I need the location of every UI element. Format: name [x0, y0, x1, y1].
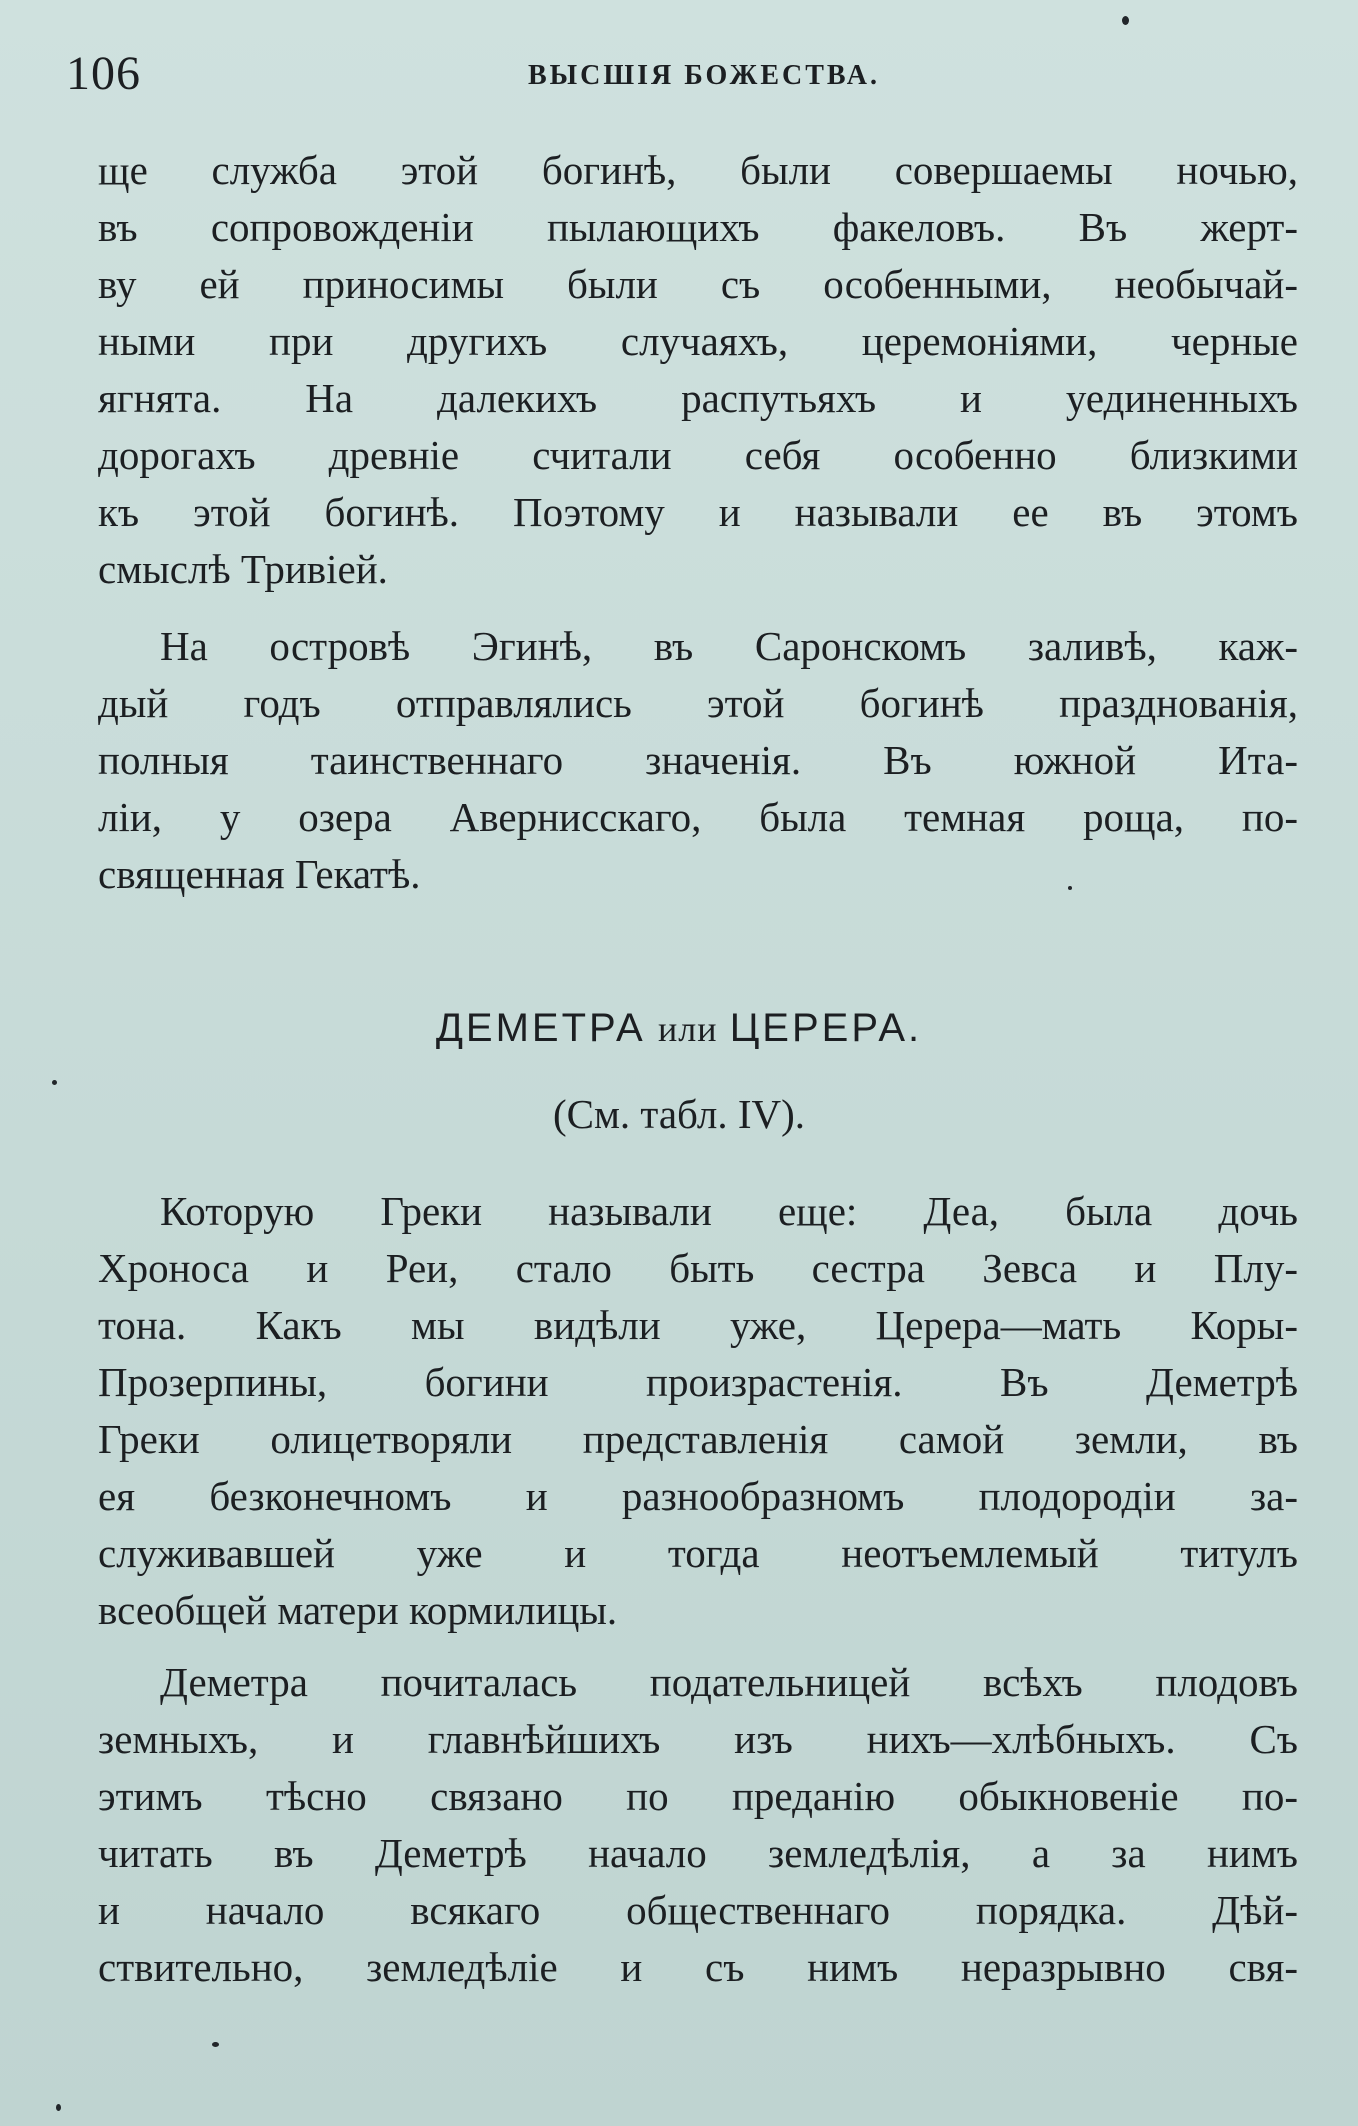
text-line: полныя таинственнаго значенія. Въ южной Ита-: [98, 737, 1298, 783]
text-line: ще служба этой богинѣ, были совершаемы ночью,: [98, 147, 1298, 193]
text-line: Хроноса и Реи, стало быть сестра Зевса и Плу-: [98, 1245, 1298, 1291]
text-line: ея безконечномъ и разнообразномъ плодородіи за-: [98, 1473, 1298, 1519]
text-line: ягнята. На далекихъ распутьяхъ и уединенныхъ: [98, 375, 1298, 421]
running-head: ВЫСШІЯ БОЖЕСТВА.: [527, 60, 881, 91]
text-line: тона. Какъ мы видѣли уже, Церера—мать Коры-: [98, 1302, 1298, 1348]
heading-name-ceres: ЦЕРЕРА.: [729, 1006, 923, 1050]
paragraph-aegina: [98, 618, 1298, 903]
paragraph-demeter-origin: [98, 1183, 1298, 1639]
ink-speck: [56, 2104, 61, 2111]
text-line: въ сопровожденіи пылающихъ факеловъ. Въ жерт-: [98, 204, 1298, 250]
text-line: и начало всякаго общественнаго порядка. Дѣй-: [98, 1887, 1298, 1933]
text-line: читать въ Деметрѣ начало земледѣлія, а за нимъ: [98, 1830, 1298, 1876]
section-heading: [0, 1003, 1358, 1051]
text-line: Которую Греки называли еще: Деа, была дочь: [160, 1188, 1298, 1234]
page-number: 106: [66, 47, 141, 100]
ink-speck: [52, 1080, 57, 1085]
text-line: На островѣ Эгинѣ, въ Саронскомъ заливѣ, каж-: [160, 623, 1298, 669]
text-line: Греки олицетворяли представленія самой земли, въ: [98, 1416, 1298, 1462]
text-line: всеобщей матери кормилицы.: [98, 1587, 618, 1633]
text-line: ными при другихъ случаяхъ, церемоніями, черные: [98, 318, 1298, 364]
text-line: смыслѣ Тривіей.: [98, 546, 388, 592]
text-line: ліи, у озера Авернисскаго, была темная роща, по-: [98, 794, 1298, 840]
text-line: ву ей приносимы были съ особенными, необычай-: [98, 261, 1298, 307]
page-header: [66, 46, 1292, 106]
paragraph-demeter-harvest: [98, 1654, 1298, 1996]
heading-joiner: или: [657, 1009, 718, 1049]
text-line: дый годъ отправлялись этой богинѣ празднованія,: [98, 680, 1298, 726]
text-line: этимъ тѣсно связано по преданію обыкновеніе по-: [98, 1773, 1298, 1819]
paragraph-hecate-rites: [98, 142, 1298, 598]
text-line: служивавшей уже и тогда неотъемлемый титулъ: [98, 1530, 1298, 1576]
text-line: къ этой богинѣ. Поэтому и называли ее въ этомъ: [98, 489, 1298, 535]
text-line: Прозерпины, богини произрастенія. Въ Деметрѣ: [98, 1359, 1298, 1405]
ink-speck: [212, 2042, 219, 2047]
plate-reference: (См. табл. IV).: [552, 1091, 806, 1137]
text-line: священная Гекатѣ.: [98, 851, 421, 897]
text-line: земныхъ, и главнѣйшихъ изъ нихъ—хлѣбныхъ. Съ: [98, 1716, 1298, 1762]
text-line: Деметра почиталась подательницей всѣхъ плодовъ: [160, 1659, 1298, 1705]
ink-speck: [1122, 16, 1129, 25]
text-line: ствительно, земледѣліе и съ нимъ неразрывно свя-: [98, 1944, 1298, 1990]
heading-name-demeter: ДЕМЕТРА: [435, 1006, 646, 1050]
text-line: дорогахъ древніе считали себя особенно близкими: [98, 432, 1298, 478]
